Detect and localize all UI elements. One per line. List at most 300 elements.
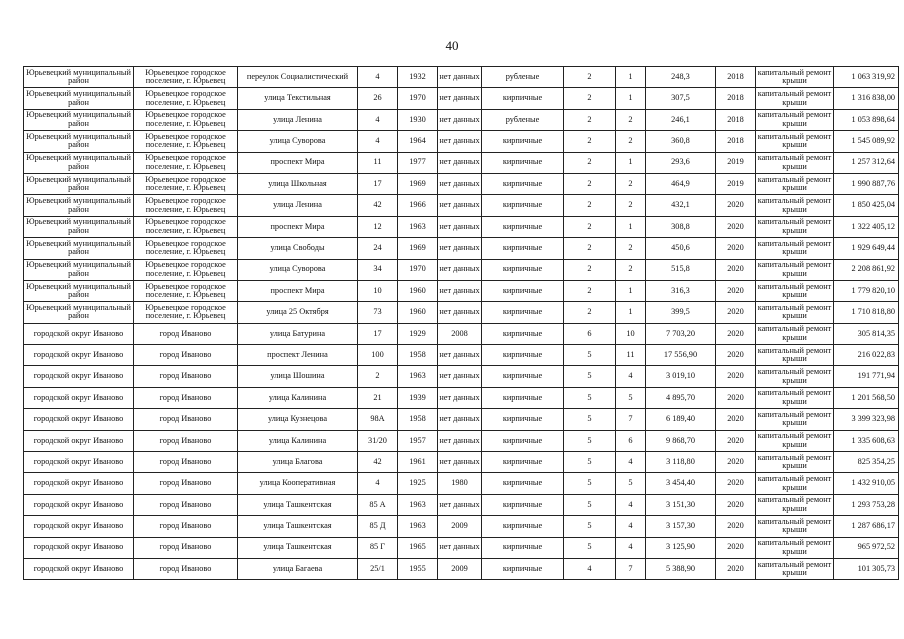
floors-cell: 5 xyxy=(564,345,616,366)
wall-material-cell: кирпичные xyxy=(482,516,564,537)
settlement-cell: город Иваново xyxy=(134,558,238,579)
district-cell: Юрьевецкий муниципальный район xyxy=(24,152,134,173)
entrances-cell: 1 xyxy=(616,302,646,323)
district-cell: городской округ Иваново xyxy=(24,345,134,366)
renovation-year-cell: нет данных xyxy=(438,494,482,515)
floors-cell: 5 xyxy=(564,537,616,558)
street-cell: улица Ташкентская xyxy=(238,537,358,558)
floors-cell: 5 xyxy=(564,473,616,494)
table-row xyxy=(24,452,899,473)
settlement-cell: Юрьевецкое городское поселение, г. Юрьевец xyxy=(134,173,238,194)
plan-year-cell: 2018 xyxy=(716,88,756,109)
built-year-cell: 1963 xyxy=(398,516,438,537)
wall-material-cell: кирпичные xyxy=(482,537,564,558)
area-cell: 17 556,90 xyxy=(646,345,716,366)
table-row xyxy=(24,516,899,537)
district-cell: городской округ Иваново xyxy=(24,452,134,473)
area-cell: 293,6 xyxy=(646,152,716,173)
floors-cell: 2 xyxy=(564,216,616,237)
table-row xyxy=(24,537,899,558)
cost-cell: 191 771,94 xyxy=(834,366,899,387)
settlement-cell: город Иваново xyxy=(134,537,238,558)
wall-material-cell: кирпичные xyxy=(482,366,564,387)
built-year-cell: 1969 xyxy=(398,173,438,194)
renovation-year-cell: нет данных xyxy=(438,67,482,88)
table-row xyxy=(24,131,899,152)
work-type-cell: капитальный ремонт крыши xyxy=(756,88,834,109)
cost-cell: 1 432 910,05 xyxy=(834,473,899,494)
district-cell: Юрьевецкий муниципальный район xyxy=(24,195,134,216)
cost-cell: 825 354,25 xyxy=(834,452,899,473)
cost-cell: 2 208 861,92 xyxy=(834,259,899,280)
floors-cell: 2 xyxy=(564,131,616,152)
street-cell: проспект Мира xyxy=(238,216,358,237)
renovation-year-cell: нет данных xyxy=(438,280,482,301)
table-row xyxy=(24,387,899,408)
settlement-cell: город Иваново xyxy=(134,430,238,451)
wall-material-cell: рубленые xyxy=(482,109,564,130)
wall-material-cell: кирпичные xyxy=(482,280,564,301)
street-cell: улица Кузнецова xyxy=(238,409,358,430)
wall-material-cell: кирпичные xyxy=(482,173,564,194)
renovation-year-cell: нет данных xyxy=(438,238,482,259)
floors-cell: 2 xyxy=(564,173,616,194)
settlement-cell: Юрьевецкое городское поселение, г. Юрьевец xyxy=(134,109,238,130)
street-cell: улица Ташкентская xyxy=(238,516,358,537)
built-year-cell: 1925 xyxy=(398,473,438,494)
plan-year-cell: 2020 xyxy=(716,280,756,301)
area-cell: 3 118,80 xyxy=(646,452,716,473)
renovation-year-cell: нет данных xyxy=(438,195,482,216)
wall-material-cell: кирпичные xyxy=(482,345,564,366)
table-row xyxy=(24,67,899,88)
floors-cell: 5 xyxy=(564,366,616,387)
area-cell: 246,1 xyxy=(646,109,716,130)
entrances-cell: 5 xyxy=(616,387,646,408)
renovation-year-cell: нет данных xyxy=(438,430,482,451)
district-cell: городской округ Иваново xyxy=(24,537,134,558)
cost-cell: 1 545 089,92 xyxy=(834,131,899,152)
floors-cell: 2 xyxy=(564,195,616,216)
work-type-cell: капитальный ремонт крыши xyxy=(756,387,834,408)
street-cell: улица Суворова xyxy=(238,131,358,152)
street-cell: проспект Мира xyxy=(238,152,358,173)
district-cell: Юрьевецкий муниципальный район xyxy=(24,238,134,259)
cost-cell: 1 053 898,64 xyxy=(834,109,899,130)
wall-material-cell: кирпичные xyxy=(482,387,564,408)
street-cell: улица Калинина xyxy=(238,387,358,408)
renovation-year-cell: нет данных xyxy=(438,537,482,558)
work-type-cell: капитальный ремонт крыши xyxy=(756,109,834,130)
work-type-cell: капитальный ремонт крыши xyxy=(756,216,834,237)
street-cell: улица Калинина xyxy=(238,430,358,451)
settlement-cell: Юрьевецкое городское поселение, г. Юрьевец xyxy=(134,152,238,173)
area-cell: 248,3 xyxy=(646,67,716,88)
built-year-cell: 1963 xyxy=(398,366,438,387)
renovation-year-cell: нет данных xyxy=(438,345,482,366)
entrances-cell: 1 xyxy=(616,67,646,88)
house-number-cell: 17 xyxy=(358,173,398,194)
wall-material-cell: кирпичные xyxy=(482,409,564,430)
entrances-cell: 6 xyxy=(616,430,646,451)
street-cell: улица Суворова xyxy=(238,259,358,280)
renovation-year-cell: 2009 xyxy=(438,516,482,537)
plan-year-cell: 2020 xyxy=(716,216,756,237)
area-cell: 3 454,40 xyxy=(646,473,716,494)
entrances-cell: 4 xyxy=(616,366,646,387)
floors-cell: 4 xyxy=(564,558,616,579)
wall-material-cell: кирпичные xyxy=(482,131,564,152)
district-cell: Юрьевецкий муниципальный район xyxy=(24,88,134,109)
table-row xyxy=(24,216,899,237)
district-cell: городской округ Иваново xyxy=(24,323,134,344)
entrances-cell: 1 xyxy=(616,152,646,173)
settlement-cell: Юрьевецкое городское поселение, г. Юрьевец xyxy=(134,238,238,259)
floors-cell: 5 xyxy=(564,387,616,408)
wall-material-cell: кирпичные xyxy=(482,88,564,109)
table-row xyxy=(24,88,899,109)
plan-year-cell: 2020 xyxy=(716,516,756,537)
district-cell: Юрьевецкий муниципальный район xyxy=(24,109,134,130)
floors-cell: 5 xyxy=(564,409,616,430)
house-number-cell: 34 xyxy=(358,259,398,280)
street-cell: улица Текстильная xyxy=(238,88,358,109)
built-year-cell: 1961 xyxy=(398,452,438,473)
plan-year-cell: 2020 xyxy=(716,473,756,494)
plan-year-cell: 2020 xyxy=(716,558,756,579)
work-type-cell: капитальный ремонт крыши xyxy=(756,558,834,579)
entrances-cell: 2 xyxy=(616,173,646,194)
settlement-cell: Юрьевецкое городское поселение, г. Юрьевец xyxy=(134,88,238,109)
work-type-cell: капитальный ремонт крыши xyxy=(756,131,834,152)
wall-material-cell: кирпичные xyxy=(482,430,564,451)
renovation-year-cell: нет данных xyxy=(438,409,482,430)
house-number-cell: 42 xyxy=(358,195,398,216)
built-year-cell: 1969 xyxy=(398,238,438,259)
street-cell: улица Свободы xyxy=(238,238,358,259)
district-cell: Юрьевецкий муниципальный район xyxy=(24,259,134,280)
house-number-cell: 21 xyxy=(358,387,398,408)
street-cell: улица Благова xyxy=(238,452,358,473)
settlement-cell: Юрьевецкое городское поселение, г. Юрьевец xyxy=(134,131,238,152)
built-year-cell: 1929 xyxy=(398,323,438,344)
cost-cell: 305 814,35 xyxy=(834,323,899,344)
plan-year-cell: 2020 xyxy=(716,452,756,473)
wall-material-cell: кирпичные xyxy=(482,494,564,515)
cost-cell: 1 710 818,80 xyxy=(834,302,899,323)
work-type-cell: капитальный ремонт крыши xyxy=(756,238,834,259)
entrances-cell: 4 xyxy=(616,452,646,473)
cost-cell: 1 990 887,76 xyxy=(834,173,899,194)
house-number-cell: 12 xyxy=(358,216,398,237)
area-cell: 3 157,30 xyxy=(646,516,716,537)
work-type-cell: капитальный ремонт крыши xyxy=(756,345,834,366)
street-cell: улица 25 Октября xyxy=(238,302,358,323)
renovation-year-cell: нет данных xyxy=(438,452,482,473)
cost-cell: 1 063 319,92 xyxy=(834,67,899,88)
district-cell: городской округ Иваново xyxy=(24,387,134,408)
built-year-cell: 1957 xyxy=(398,430,438,451)
renovation-year-cell: 2009 xyxy=(438,558,482,579)
area-cell: 308,8 xyxy=(646,216,716,237)
area-cell: 307,5 xyxy=(646,88,716,109)
cost-cell: 1 850 425,04 xyxy=(834,195,899,216)
house-number-cell: 85 Д xyxy=(358,516,398,537)
plan-year-cell: 2020 xyxy=(716,366,756,387)
table-row xyxy=(24,238,899,259)
work-type-cell: капитальный ремонт крыши xyxy=(756,195,834,216)
table-row xyxy=(24,473,899,494)
area-cell: 515,8 xyxy=(646,259,716,280)
work-type-cell: капитальный ремонт крыши xyxy=(756,67,834,88)
settlement-cell: город Иваново xyxy=(134,409,238,430)
entrances-cell: 4 xyxy=(616,516,646,537)
renovation-year-cell: нет данных xyxy=(438,366,482,387)
page-number: 40 xyxy=(445,38,459,53)
wall-material-cell: кирпичные xyxy=(482,558,564,579)
area-cell: 6 189,40 xyxy=(646,409,716,430)
built-year-cell: 1966 xyxy=(398,195,438,216)
street-cell: переулок Социалистический xyxy=(238,67,358,88)
plan-year-cell: 2020 xyxy=(716,238,756,259)
table-row xyxy=(24,323,899,344)
work-type-cell: капитальный ремонт крыши xyxy=(756,516,834,537)
district-cell: Юрьевецкий муниципальный район xyxy=(24,302,134,323)
built-year-cell: 1960 xyxy=(398,280,438,301)
house-number-cell: 100 xyxy=(358,345,398,366)
area-cell: 4 895,70 xyxy=(646,387,716,408)
built-year-cell: 1963 xyxy=(398,216,438,237)
house-number-cell: 25/1 xyxy=(358,558,398,579)
entrances-cell: 2 xyxy=(616,109,646,130)
work-type-cell: капитальный ремонт крыши xyxy=(756,173,834,194)
table-row xyxy=(24,409,899,430)
renovation-year-cell: нет данных xyxy=(438,216,482,237)
built-year-cell: 1963 xyxy=(398,494,438,515)
work-type-cell: капитальный ремонт крыши xyxy=(756,537,834,558)
work-type-cell: капитальный ремонт крыши xyxy=(756,409,834,430)
settlement-cell: Юрьевецкое городское поселение, г. Юрьевец xyxy=(134,67,238,88)
district-cell: Юрьевецкий муниципальный район xyxy=(24,67,134,88)
built-year-cell: 1977 xyxy=(398,152,438,173)
settlement-cell: Юрьевецкое городское поселение, г. Юрьевец xyxy=(134,195,238,216)
plan-year-cell: 2020 xyxy=(716,345,756,366)
wall-material-cell: кирпичные xyxy=(482,473,564,494)
entrances-cell: 7 xyxy=(616,558,646,579)
cost-cell: 3 399 323,98 xyxy=(834,409,899,430)
area-cell: 360,8 xyxy=(646,131,716,152)
cost-cell: 1 929 649,44 xyxy=(834,238,899,259)
street-cell: улица Батурина xyxy=(238,323,358,344)
plan-year-cell: 2020 xyxy=(716,387,756,408)
area-cell: 3 125,90 xyxy=(646,537,716,558)
house-number-cell: 26 xyxy=(358,88,398,109)
wall-material-cell: кирпичные xyxy=(482,452,564,473)
cost-cell: 1 335 608,63 xyxy=(834,430,899,451)
table-row xyxy=(24,494,899,515)
street-cell: улица Шошина xyxy=(238,366,358,387)
wall-material-cell: кирпичные xyxy=(482,259,564,280)
house-number-cell: 4 xyxy=(358,109,398,130)
entrances-cell: 4 xyxy=(616,537,646,558)
house-number-cell: 42 xyxy=(358,452,398,473)
table-row xyxy=(24,430,899,451)
plan-year-cell: 2020 xyxy=(716,195,756,216)
entrances-cell: 1 xyxy=(616,280,646,301)
cost-cell: 1 779 820,10 xyxy=(834,280,899,301)
street-cell: улица Багаева xyxy=(238,558,358,579)
table-row xyxy=(24,558,899,579)
settlement-cell: город Иваново xyxy=(134,345,238,366)
renovation-year-cell: нет данных xyxy=(438,173,482,194)
entrances-cell: 10 xyxy=(616,323,646,344)
area-cell: 432,1 xyxy=(646,195,716,216)
house-number-cell: 98А xyxy=(358,409,398,430)
built-year-cell: 1958 xyxy=(398,345,438,366)
floors-cell: 2 xyxy=(564,67,616,88)
built-year-cell: 1955 xyxy=(398,558,438,579)
settlement-cell: город Иваново xyxy=(134,387,238,408)
plan-year-cell: 2018 xyxy=(716,67,756,88)
area-cell: 450,6 xyxy=(646,238,716,259)
built-year-cell: 1930 xyxy=(398,109,438,130)
entrances-cell: 2 xyxy=(616,195,646,216)
street-cell: улица Ленина xyxy=(238,109,358,130)
house-number-cell: 24 xyxy=(358,238,398,259)
wall-material-cell: кирпичные xyxy=(482,216,564,237)
wall-material-cell: кирпичные xyxy=(482,323,564,344)
work-type-cell: капитальный ремонт крыши xyxy=(756,452,834,473)
built-year-cell: 1965 xyxy=(398,537,438,558)
cost-cell: 1 287 686,17 xyxy=(834,516,899,537)
house-number-cell: 73 xyxy=(358,302,398,323)
entrances-cell: 1 xyxy=(616,216,646,237)
table-row xyxy=(24,109,899,130)
plan-year-cell: 2020 xyxy=(716,494,756,515)
renovation-year-cell: нет данных xyxy=(438,88,482,109)
area-cell: 3 019,10 xyxy=(646,366,716,387)
district-cell: городской округ Иваново xyxy=(24,366,134,387)
house-number-cell: 17 xyxy=(358,323,398,344)
settlement-cell: Юрьевецкое городское поселение, г. Юрьевец xyxy=(134,302,238,323)
entrances-cell: 1 xyxy=(616,88,646,109)
work-type-cell: капитальный ремонт крыши xyxy=(756,259,834,280)
area-cell: 5 388,90 xyxy=(646,558,716,579)
plan-year-cell: 2020 xyxy=(716,430,756,451)
street-cell: улица Кооперативная xyxy=(238,473,358,494)
table-row xyxy=(24,280,899,301)
floors-cell: 2 xyxy=(564,152,616,173)
settlement-cell: город Иваново xyxy=(134,323,238,344)
plan-year-cell: 2020 xyxy=(716,259,756,280)
built-year-cell: 1970 xyxy=(398,88,438,109)
table-row xyxy=(24,195,899,216)
house-number-cell: 31/20 xyxy=(358,430,398,451)
floors-cell: 2 xyxy=(564,88,616,109)
area-cell: 316,3 xyxy=(646,280,716,301)
district-cell: Юрьевецкий муниципальный район xyxy=(24,280,134,301)
cost-cell: 1 293 753,28 xyxy=(834,494,899,515)
entrances-cell: 2 xyxy=(616,259,646,280)
plan-year-cell: 2018 xyxy=(716,131,756,152)
table-row xyxy=(24,152,899,173)
floors-cell: 2 xyxy=(564,280,616,301)
entrances-cell: 7 xyxy=(616,409,646,430)
table-body xyxy=(24,67,899,580)
work-type-cell: капитальный ремонт крыши xyxy=(756,280,834,301)
work-type-cell: капитальный ремонт крыши xyxy=(756,152,834,173)
cost-cell: 1 322 405,12 xyxy=(834,216,899,237)
street-cell: проспект Мира xyxy=(238,280,358,301)
area-cell: 9 868,70 xyxy=(646,430,716,451)
settlement-cell: Юрьевецкое городское поселение, г. Юрьевец xyxy=(134,280,238,301)
work-type-cell: капитальный ремонт крыши xyxy=(756,430,834,451)
house-number-cell: 2 xyxy=(358,366,398,387)
settlement-cell: город Иваново xyxy=(134,452,238,473)
house-number-cell: 4 xyxy=(358,67,398,88)
house-number-cell: 4 xyxy=(358,473,398,494)
table-row xyxy=(24,173,899,194)
district-cell: Юрьевецкий муниципальный район xyxy=(24,216,134,237)
cost-cell: 101 305,73 xyxy=(834,558,899,579)
built-year-cell: 1960 xyxy=(398,302,438,323)
wall-material-cell: рубленые xyxy=(482,67,564,88)
cost-cell: 1 257 312,64 xyxy=(834,152,899,173)
built-year-cell: 1970 xyxy=(398,259,438,280)
floors-cell: 2 xyxy=(564,109,616,130)
floors-cell: 5 xyxy=(564,452,616,473)
house-number-cell: 11 xyxy=(358,152,398,173)
cost-cell: 1 201 568,50 xyxy=(834,387,899,408)
renovation-year-cell: 2008 xyxy=(438,323,482,344)
house-number-cell: 4 xyxy=(358,131,398,152)
renovation-year-cell: нет данных xyxy=(438,259,482,280)
district-cell: городской округ Иваново xyxy=(24,494,134,515)
cost-cell: 1 316 838,00 xyxy=(834,88,899,109)
district-cell: городской округ Иваново xyxy=(24,430,134,451)
renovation-year-cell: нет данных xyxy=(438,131,482,152)
work-type-cell: капитальный ремонт крыши xyxy=(756,473,834,494)
house-number-cell: 85 А xyxy=(358,494,398,515)
work-type-cell: капитальный ремонт крыши xyxy=(756,302,834,323)
wall-material-cell: кирпичные xyxy=(482,195,564,216)
renovation-year-cell: нет данных xyxy=(438,387,482,408)
settlement-cell: город Иваново xyxy=(134,473,238,494)
floors-cell: 5 xyxy=(564,494,616,515)
entrances-cell: 2 xyxy=(616,131,646,152)
district-cell: городской округ Иваново xyxy=(24,473,134,494)
built-year-cell: 1939 xyxy=(398,387,438,408)
street-cell: улица Ташкентская xyxy=(238,494,358,515)
floors-cell: 2 xyxy=(564,259,616,280)
wall-material-cell: кирпичные xyxy=(482,302,564,323)
plan-year-cell: 2019 xyxy=(716,173,756,194)
work-type-cell: капитальный ремонт крыши xyxy=(756,494,834,515)
wall-material-cell: кирпичные xyxy=(482,152,564,173)
table-row xyxy=(24,345,899,366)
plan-year-cell: 2020 xyxy=(716,537,756,558)
district-cell: Юрьевецкий муниципальный район xyxy=(24,131,134,152)
table-row xyxy=(24,259,899,280)
plan-year-cell: 2020 xyxy=(716,409,756,430)
table-row xyxy=(24,302,899,323)
built-year-cell: 1958 xyxy=(398,409,438,430)
floors-cell: 6 xyxy=(564,323,616,344)
entrances-cell: 4 xyxy=(616,494,646,515)
area-cell: 399,5 xyxy=(646,302,716,323)
built-year-cell: 1964 xyxy=(398,131,438,152)
settlement-cell: город Иваново xyxy=(134,366,238,387)
